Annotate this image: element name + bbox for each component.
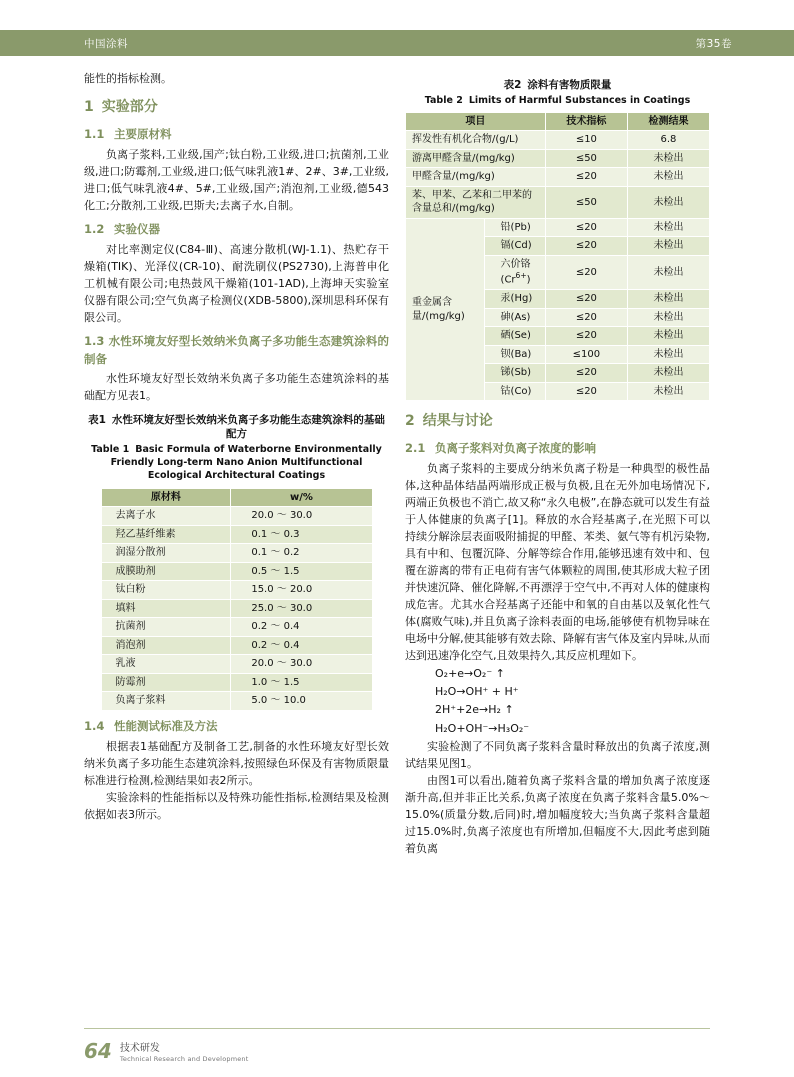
table-cell-item: 钴(Co) [484, 382, 545, 401]
table-row [101, 507, 372, 526]
paragraph-anion-mechanism: 负离子浆料的主要成分纳米负离子粉是一种典型的极性晶体,这种晶体结晶两端形成正极与负极,且在无外加电场情况下,两端正负极也不消亡,故又称“永久电极”,在静态就可以发生有益于人体健康的负离子[1]。释放的水合羟基离子,在光照下可以持续分解涂层表面吸附捕捉的甲醛、苯类、氨气等有机污染物,具有中和、包覆沉降、分解等综合作用,能够迅速有效中和、包覆在游离的带有正电荷有害气体颗粒的周围,使其形成大粒子团并快速沉降、催化降解,不再漂浮于空气中,不再对人体的健康构成危害。尤其水合羟基离子还能中和氧的自由基以及氧化性气体(腐败气味),并且负离子涂料表面的电场,能够使有机物异味在电场中分解,使其能够有效去除、降解有害气体及室内异味,从而达到迅速净化空气,且效果持久,其反应机理如下。 [405, 461, 710, 663]
table-cell-spec: ≤20 [545, 364, 627, 383]
table-cell-spec: ≤20 [545, 382, 627, 401]
table-cell-weight: 0.2 ～ 0.4 [231, 636, 372, 655]
table-cell-spec: ≤10 [545, 131, 627, 150]
table-cell-item: 铅(Pb) [484, 218, 545, 237]
section-heading-1 [84, 97, 389, 119]
table-2-body [406, 131, 710, 401]
section-number: 1 [84, 99, 94, 116]
table-1-label-en: Table 1 [91, 443, 130, 455]
table-row [101, 581, 372, 600]
table-cell-group: 重金属含量/(mg/kg) [406, 218, 485, 400]
table-2-block [405, 78, 710, 401]
table-2-caption-cn: 涂料有害物质限量 [527, 79, 612, 91]
table-row [101, 618, 372, 637]
equation: 2H⁺+2e→H₂ ↑ [435, 703, 514, 717]
table-cell-result: 未检出 [627, 255, 709, 289]
subsection-heading-1-1 [84, 126, 389, 144]
table-cell-weight: 0.1 ～ 0.2 [231, 544, 372, 563]
footer-section-en: Technical Research and Development [119, 1055, 249, 1063]
table-cell-spec: ≤50 [545, 186, 627, 218]
paragraph-figure1-discussion: 由图1可以看出,随着负离子浆料含量的增加负离子浓度逐渐升高,但并非正比关系,负离子浓度在负离子浆料含量5.0%～15.0%(质量分数,后同)时,增加幅度较大;当负离子浆料含量超过15.0%时,负离子浓度也有所增加,但幅度不大,因此考虑到随着负离 [405, 773, 710, 855]
table-cell-material: 填料 [101, 599, 231, 618]
equation-list [405, 665, 710, 736]
table-2-col-result: 检测结果 [627, 112, 709, 131]
table-row [101, 692, 372, 711]
right-column [405, 70, 710, 857]
table-2-col-item: 项目 [406, 112, 546, 131]
subsection-number: 1.2 [84, 221, 105, 236]
table-cell-material: 防霉剂 [101, 673, 231, 692]
table-cell-item: 甲醛含量/(mg/kg) [406, 168, 546, 187]
subsection-title: 负离子浆料对负离子浓度的影响 [435, 441, 596, 455]
table-cell-result: 未检出 [627, 345, 709, 364]
table-row [406, 218, 710, 237]
table-cell-weight: 15.0 ～ 20.0 [231, 581, 372, 600]
table-cell-spec: ≤20 [545, 308, 627, 327]
table-cell-item: 钡(Ba) [484, 345, 545, 364]
table-cell-item: 苯、甲苯、乙苯和二甲苯的含量总和/(mg/kg) [406, 186, 546, 218]
table-cell-material: 羟乙基纤维素 [101, 525, 231, 544]
page-header [0, 30, 794, 56]
table-cell-weight: 0.1 ～ 0.3 [231, 525, 372, 544]
table-cell-result: 未检出 [627, 168, 709, 187]
table-cell-material: 钛白粉 [101, 581, 231, 600]
table-cell-weight: 0.5 ～ 1.5 [231, 562, 372, 581]
table-cell-spec: ≤20 [545, 237, 627, 256]
table-cell-weight: 20.0 ～ 30.0 [231, 507, 372, 526]
table-cell-weight: 1.0 ～ 1.5 [231, 673, 372, 692]
subsection-number: 1.4 [84, 718, 105, 733]
table-1-title-cn [84, 413, 389, 442]
table-cell-material: 润湿分散剂 [101, 544, 231, 563]
subsection-title: 主要原材料 [114, 126, 172, 141]
equation: H₂O→OH⁺ + H⁺ [435, 685, 519, 699]
table-cell-item: 挥发性有机化合物/(g/L) [406, 131, 546, 150]
subsection-title: 性能测试标准及方法 [114, 718, 218, 733]
table-2 [405, 112, 710, 401]
paragraph-test-standards-a: 根据表1基础配方及制备工艺,制备的水性环境友好型长效纳米负离子多功能生态建筑涂料,按照绿色环保及有害物质限量标准进行检测,检测结果如表2所示。 [84, 739, 389, 787]
table-cell-result: 未检出 [627, 186, 709, 218]
table-row [101, 673, 372, 692]
table-cell-weight: 5.0 ～ 10.0 [231, 692, 372, 711]
table-cell-material: 消泡剂 [101, 636, 231, 655]
table-cell-item: 汞(Hg) [484, 290, 545, 309]
footer-section-cn: 技术研发 [119, 1043, 160, 1054]
table-2-label-cn: 表2 [503, 79, 522, 91]
section-title: 实验部分 [101, 99, 158, 116]
page-footer [0, 1025, 794, 1077]
table-2-title-en [405, 94, 710, 107]
table-1-caption-cn: 水性环境友好型长效纳米负离子多功能生态建筑涂料的基础配方 [111, 413, 385, 441]
table-cell-item: 游离甲醛含量/(mg/kg) [406, 149, 546, 168]
table-cell-spec: ≤20 [545, 218, 627, 237]
table-row [101, 525, 372, 544]
paragraph-materials: 负离子浆料,工业级,国产;钛白粉,工业级,进口;抗菌剂,工业级,进口;防霉剂,工业级,进口;低气味乳液1#、2#、3#,工业级,进口;低气味乳液4#、5#,工业级,国产;消泡剂,工业级,德543化工;分散剂,工业级,巴斯夫;去离子水,自制。 [84, 147, 389, 212]
table-cell-result: 未检出 [627, 364, 709, 383]
table-1 [101, 488, 373, 711]
table-cell-result: 未检出 [627, 149, 709, 168]
table-row [406, 168, 710, 187]
equation: O₂+e→O₂⁻ ↑ [435, 667, 505, 681]
table-cell-item: 六价铬$(Cr^{6+})$ [484, 255, 545, 289]
table-1-col-material: 原材料 [101, 488, 231, 507]
table-cell-item: 硒(Se) [484, 327, 545, 346]
section-heading-2 [405, 411, 710, 433]
table-cell-spec: ≤20 [545, 290, 627, 309]
table-cell-item: 砷(As) [484, 308, 545, 327]
table-cell-weight: 20.0 ～ 30.0 [231, 655, 372, 674]
table-row [101, 544, 372, 563]
subsection-number: 1.3 [84, 333, 105, 348]
table-cell-result: 未检出 [627, 218, 709, 237]
table-cell-item: 镉(Cd) [484, 237, 545, 256]
left-column [84, 70, 389, 823]
table-1-col-weight: w/% [231, 488, 372, 507]
table-cell-result: 未检出 [627, 237, 709, 256]
table-1-body [101, 507, 372, 711]
section-number: 2 [405, 413, 415, 430]
table-cell-material: 去离子水 [101, 507, 231, 526]
subsection-title: 实验仪器 [114, 221, 160, 236]
page-number: 64 [84, 1039, 112, 1063]
paragraph-preparation: 水性环境友好型长效纳米负离子多功能生态建筑涂料的基础配方见表1。 [84, 372, 389, 403]
table-cell-spec: ≤20 [545, 168, 627, 187]
table-1-title-en [84, 443, 389, 483]
table-1-header-row [101, 488, 372, 507]
subsection-number: 2.1 [405, 441, 426, 455]
table-1-block [84, 413, 389, 711]
table-2-col-spec: 技术指标 [545, 112, 627, 131]
table-cell-material: 抗菌剂 [101, 618, 231, 637]
table-row [101, 636, 372, 655]
table-cell-material: 乳液 [101, 655, 231, 674]
header-journal-name: 中国涂料 [84, 37, 128, 50]
subsection-heading-2-1 [405, 440, 710, 458]
table-row [101, 655, 372, 674]
table-cell-spec: ≤20 [545, 255, 627, 289]
table-cell-result: 未检出 [627, 290, 709, 309]
paragraph-instruments: 对比率测定仪(C84-Ⅲ)、高速分散机(WJ-1.1)、热贮存干燥箱(TIK)、光泽仪(CR-10)、耐洗刷仪(PS2730),上海普申化工机械有限公司;电热鼓风干燥箱(101-1AD),上海坤天实验室仪器有限公司;空气负离子检测仪(XDB-5800),深圳思科环保有限公司。 [84, 242, 389, 324]
table-cell-material: 负离子浆料 [101, 692, 231, 711]
table-cell-weight: 25.0 ～ 30.0 [231, 599, 372, 618]
section-title: 结果与讨论 [422, 413, 493, 430]
footer-divider [84, 1028, 710, 1029]
subsection-heading-1-3 [84, 333, 389, 369]
table-cell-result: 未检出 [627, 327, 709, 346]
equation: H₂O+OH⁻→H₃O₂⁻ [435, 721, 530, 735]
table-cell-result: 未检出 [627, 308, 709, 327]
table-row [101, 562, 372, 581]
table-cell-spec: ≤50 [545, 149, 627, 168]
table-2-label-en: Table 2 [424, 94, 463, 106]
paragraph-anion-test: 实验检测了不同负离子浆料含量时释放出的负离子浓度,测试结果见图1。 [405, 739, 710, 770]
subsection-title: 水性环境友好型长效纳米负离子多功能生态建筑涂料的制备 [84, 333, 389, 366]
table-cell-result: 6.8 [627, 131, 709, 150]
subsection-number: 1.1 [84, 126, 105, 141]
table-row [101, 599, 372, 618]
table-2-caption-en: Limits of Harmful Substances in Coatings [468, 94, 691, 106]
table-row [406, 186, 710, 218]
table-1-caption-en: Basic Formula of Waterborne Environmentally Friendly Long-term Nano Anion Multifunctional Ecological Architectural Coatings [110, 443, 382, 482]
table-cell-item: 锑(Sb) [484, 364, 545, 383]
table-2-header-row [406, 112, 710, 131]
lead-paragraph: 能性的指标检测。 [84, 72, 172, 85]
header-volume: 第35卷 [695, 37, 732, 50]
table-2-title-cn [405, 78, 710, 93]
table-row [406, 149, 710, 168]
subsection-heading-1-2 [84, 221, 389, 239]
table-cell-spec: ≤100 [545, 345, 627, 364]
table-row [406, 131, 710, 150]
paragraph-test-standards-b: 实验涂料的性能指标以及特殊功能性指标,检测结果及检测依据如表3所示。 [84, 790, 389, 821]
table-cell-weight: 0.2 ～ 0.4 [231, 618, 372, 637]
table-cell-spec: ≤20 [545, 327, 627, 346]
table-cell-material: 成膜助剂 [101, 562, 231, 581]
subsection-heading-1-4 [84, 718, 389, 736]
table-cell-result: 未检出 [627, 382, 709, 401]
table-1-label-cn: 表1 [88, 413, 106, 426]
